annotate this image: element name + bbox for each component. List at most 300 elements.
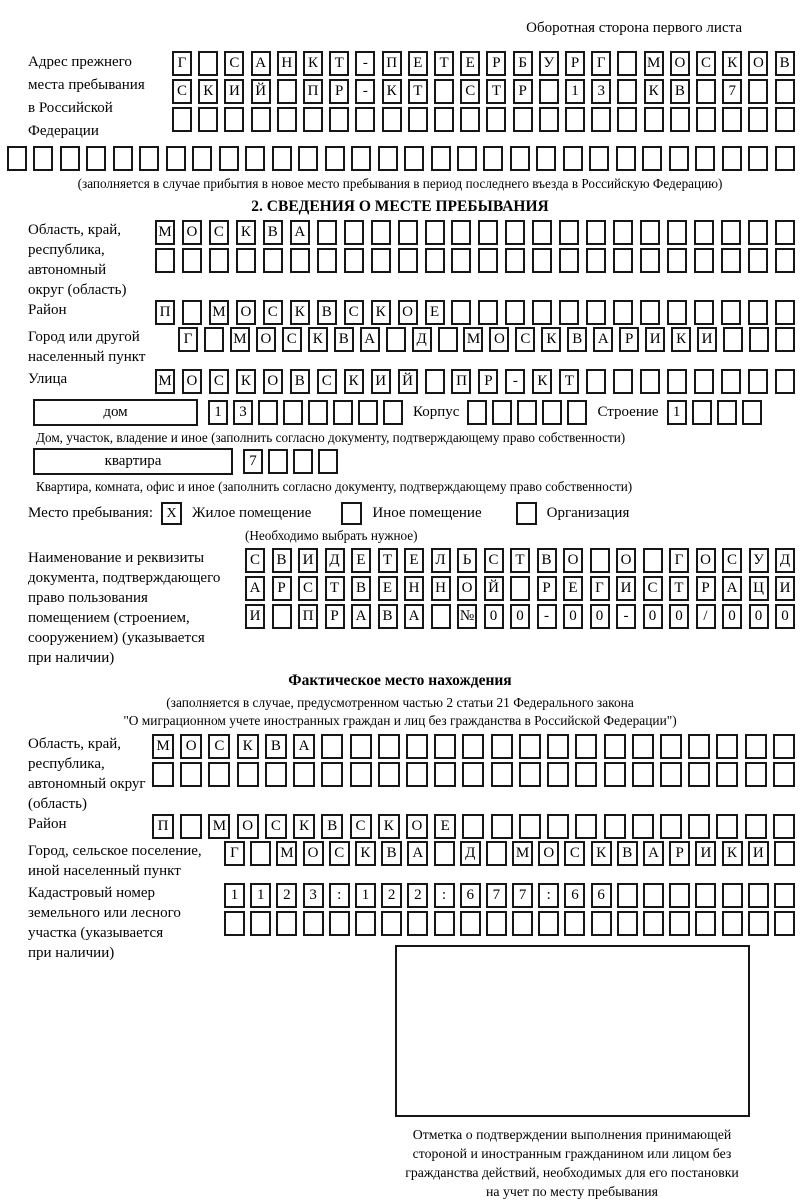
char-cell[interactable] <box>519 814 541 839</box>
char-cell[interactable] <box>467 400 487 425</box>
char-cell[interactable] <box>692 400 712 425</box>
char-cell[interactable] <box>616 146 636 171</box>
char-cell[interactable] <box>492 400 512 425</box>
char-cell[interactable]: Р <box>329 79 349 104</box>
char-cell[interactable] <box>589 146 609 171</box>
char-cell[interactable]: М <box>276 841 297 866</box>
char-cell[interactable]: М <box>152 734 174 759</box>
char-cell[interactable] <box>617 107 637 132</box>
char-cell[interactable] <box>251 107 271 132</box>
char-cell[interactable]: А <box>722 576 742 601</box>
char-cell[interactable]: С <box>344 300 364 325</box>
char-cell[interactable] <box>775 369 795 394</box>
char-cell[interactable]: Е <box>563 576 583 601</box>
char-cell[interactable]: В <box>317 300 337 325</box>
char-cell[interactable] <box>406 734 428 759</box>
char-cell[interactable] <box>722 911 743 936</box>
char-cell[interactable]: О <box>182 220 202 245</box>
char-cell[interactable]: С <box>722 548 742 573</box>
char-cell[interactable]: Д <box>412 327 432 352</box>
char-cell[interactable]: С <box>460 79 480 104</box>
char-cell[interactable]: К <box>532 369 552 394</box>
char-cell[interactable] <box>333 400 353 425</box>
char-cell[interactable] <box>559 220 579 245</box>
char-cell[interactable] <box>575 734 597 759</box>
char-cell[interactable]: И <box>616 576 636 601</box>
char-cell[interactable]: Т <box>378 548 398 573</box>
char-cell[interactable] <box>382 107 402 132</box>
char-cell[interactable] <box>378 734 400 759</box>
char-cell[interactable] <box>644 107 664 132</box>
char-cell[interactable] <box>272 146 292 171</box>
char-cell[interactable] <box>290 248 310 273</box>
char-cell[interactable] <box>695 911 716 936</box>
char-cell[interactable]: Н <box>404 576 424 601</box>
char-cell[interactable]: 0 <box>563 604 583 629</box>
char-cell[interactable] <box>491 762 513 787</box>
char-cell[interactable] <box>431 604 451 629</box>
char-cell[interactable] <box>632 734 654 759</box>
char-cell[interactable] <box>547 734 569 759</box>
char-cell[interactable]: К <box>198 79 218 104</box>
char-cell[interactable]: Б <box>513 51 533 76</box>
char-cell[interactable]: Е <box>425 300 445 325</box>
char-cell[interactable] <box>745 762 767 787</box>
char-cell[interactable] <box>722 107 742 132</box>
char-cell[interactable]: Т <box>510 548 530 573</box>
char-cell[interactable] <box>318 449 338 474</box>
char-cell[interactable]: Н <box>431 576 451 601</box>
char-cell[interactable] <box>660 814 682 839</box>
char-cell[interactable]: Р <box>565 51 585 76</box>
char-cell[interactable] <box>510 146 530 171</box>
char-cell[interactable] <box>398 248 418 273</box>
char-cell[interactable] <box>559 248 579 273</box>
char-cell[interactable] <box>669 911 690 936</box>
char-cell[interactable] <box>774 911 795 936</box>
char-cell[interactable] <box>512 911 533 936</box>
char-cell[interactable]: А <box>404 604 424 629</box>
char-cell[interactable]: С <box>282 327 302 352</box>
char-cell[interactable]: И <box>645 327 665 352</box>
char-cell[interactable] <box>237 762 259 787</box>
char-cell[interactable]: Р <box>619 327 639 352</box>
checkbox-organizatsiya[interactable] <box>516 502 537 525</box>
char-cell[interactable]: К <box>237 734 259 759</box>
char-cell[interactable]: О <box>616 548 636 573</box>
char-cell[interactable]: В <box>272 548 292 573</box>
char-cell[interactable]: И <box>775 576 795 601</box>
char-cell[interactable]: С <box>484 548 504 573</box>
char-cell[interactable]: С <box>263 300 283 325</box>
char-cell[interactable] <box>773 734 795 759</box>
char-cell[interactable]: С <box>208 734 230 759</box>
char-cell[interactable] <box>407 911 428 936</box>
char-cell[interactable]: Р <box>513 79 533 104</box>
char-cell[interactable] <box>350 734 372 759</box>
char-cell[interactable]: Г <box>590 576 610 601</box>
char-cell[interactable] <box>716 814 738 839</box>
char-cell[interactable]: У <box>539 51 559 76</box>
char-cell[interactable] <box>451 248 471 273</box>
char-cell[interactable] <box>317 248 337 273</box>
char-cell[interactable]: С <box>209 220 229 245</box>
char-cell[interactable]: С <box>265 814 287 839</box>
char-cell[interactable]: - <box>355 51 375 76</box>
char-cell[interactable] <box>182 248 202 273</box>
char-cell[interactable]: Й <box>251 79 271 104</box>
char-cell[interactable]: 0 <box>775 604 795 629</box>
char-cell[interactable] <box>204 327 224 352</box>
char-cell[interactable]: К <box>382 79 402 104</box>
char-cell[interactable] <box>745 734 767 759</box>
char-cell[interactable]: Н <box>277 51 297 76</box>
char-cell[interactable]: Ь <box>457 548 477 573</box>
char-cell[interactable] <box>208 762 230 787</box>
char-cell[interactable] <box>517 400 537 425</box>
char-cell[interactable]: М <box>208 814 230 839</box>
char-cell[interactable] <box>180 814 202 839</box>
char-cell[interactable]: К <box>541 327 561 352</box>
char-cell[interactable] <box>667 369 687 394</box>
char-cell[interactable]: № <box>457 604 477 629</box>
char-cell[interactable]: : <box>329 883 350 908</box>
char-cell[interactable]: А <box>407 841 428 866</box>
char-cell[interactable] <box>563 146 583 171</box>
char-cell[interactable] <box>198 51 218 76</box>
char-cell[interactable] <box>748 79 768 104</box>
char-cell[interactable]: М <box>155 220 175 245</box>
char-cell[interactable]: 7 <box>243 449 263 474</box>
char-cell[interactable] <box>60 146 80 171</box>
char-cell[interactable]: М <box>644 51 664 76</box>
char-cell[interactable] <box>321 762 343 787</box>
char-cell[interactable] <box>404 146 424 171</box>
char-cell[interactable]: Т <box>486 79 506 104</box>
char-cell[interactable]: С <box>298 576 318 601</box>
char-cell[interactable]: А <box>351 604 371 629</box>
char-cell[interactable]: - <box>505 369 525 394</box>
char-cell[interactable] <box>575 762 597 787</box>
char-cell[interactable]: П <box>303 79 323 104</box>
char-cell[interactable] <box>293 762 315 787</box>
char-cell[interactable] <box>775 300 795 325</box>
char-cell[interactable]: Е <box>434 814 456 839</box>
char-cell[interactable] <box>632 814 654 839</box>
char-cell[interactable]: С <box>643 576 663 601</box>
char-cell[interactable]: А <box>593 327 613 352</box>
char-cell[interactable]: П <box>451 369 471 394</box>
char-cell[interactable] <box>425 220 445 245</box>
char-cell[interactable]: И <box>695 841 716 866</box>
char-cell[interactable]: В <box>378 604 398 629</box>
char-cell[interactable] <box>640 300 660 325</box>
char-cell[interactable]: 3 <box>591 79 611 104</box>
char-cell[interactable] <box>586 300 606 325</box>
char-cell[interactable] <box>694 220 714 245</box>
char-cell[interactable]: - <box>616 604 636 629</box>
char-cell[interactable] <box>586 248 606 273</box>
char-cell[interactable]: К <box>293 814 315 839</box>
char-cell[interactable]: В <box>290 369 310 394</box>
char-cell[interactable] <box>604 814 626 839</box>
char-cell[interactable]: Р <box>537 576 557 601</box>
char-cell[interactable] <box>604 762 626 787</box>
char-cell[interactable] <box>505 300 525 325</box>
char-cell[interactable] <box>386 327 406 352</box>
char-cell[interactable]: Т <box>329 51 349 76</box>
char-cell[interactable]: Е <box>460 51 480 76</box>
char-cell[interactable]: В <box>334 327 354 352</box>
char-cell[interactable] <box>745 814 767 839</box>
char-cell[interactable]: У <box>749 548 769 573</box>
char-cell[interactable] <box>613 369 633 394</box>
char-cell[interactable]: К <box>236 369 256 394</box>
char-cell[interactable]: П <box>382 51 402 76</box>
char-cell[interactable]: В <box>265 734 287 759</box>
char-cell[interactable] <box>567 400 587 425</box>
char-cell[interactable] <box>749 327 769 352</box>
char-cell[interactable] <box>513 107 533 132</box>
char-cell[interactable] <box>268 449 288 474</box>
char-cell[interactable]: Р <box>272 576 292 601</box>
char-cell[interactable]: А <box>360 327 380 352</box>
char-cell[interactable] <box>667 248 687 273</box>
char-cell[interactable]: И <box>245 604 265 629</box>
char-cell[interactable]: К <box>236 220 256 245</box>
char-cell[interactable]: М <box>230 327 250 352</box>
char-cell[interactable]: Г <box>172 51 192 76</box>
char-cell[interactable] <box>180 762 202 787</box>
char-cell[interactable]: Р <box>325 604 345 629</box>
char-cell[interactable] <box>536 146 556 171</box>
char-cell[interactable] <box>721 248 741 273</box>
char-cell[interactable]: Е <box>408 51 428 76</box>
char-cell[interactable]: Е <box>404 548 424 573</box>
char-cell[interactable] <box>716 762 738 787</box>
char-cell[interactable] <box>695 883 716 908</box>
char-cell[interactable]: В <box>617 841 638 866</box>
char-cell[interactable] <box>696 107 716 132</box>
char-cell[interactable]: О <box>563 548 583 573</box>
char-cell[interactable] <box>775 79 795 104</box>
char-cell[interactable] <box>250 911 271 936</box>
char-cell[interactable] <box>519 734 541 759</box>
char-cell[interactable]: О <box>256 327 276 352</box>
char-cell[interactable]: И <box>224 79 244 104</box>
char-cell[interactable] <box>775 146 795 171</box>
char-cell[interactable] <box>688 762 710 787</box>
char-cell[interactable] <box>457 146 477 171</box>
char-cell[interactable] <box>748 300 768 325</box>
char-cell[interactable]: Р <box>669 841 690 866</box>
char-cell[interactable] <box>643 548 663 573</box>
char-cell[interactable] <box>667 220 687 245</box>
char-cell[interactable] <box>460 107 480 132</box>
char-cell[interactable] <box>722 883 743 908</box>
char-cell[interactable]: 6 <box>591 883 612 908</box>
char-cell[interactable] <box>166 146 186 171</box>
char-cell[interactable] <box>325 146 345 171</box>
char-cell[interactable] <box>748 911 769 936</box>
char-cell[interactable] <box>33 146 53 171</box>
char-cell[interactable]: С <box>564 841 585 866</box>
char-cell[interactable]: С <box>245 548 265 573</box>
char-cell[interactable]: К <box>671 327 691 352</box>
char-cell[interactable] <box>451 220 471 245</box>
char-cell[interactable] <box>303 911 324 936</box>
char-cell[interactable] <box>155 248 175 273</box>
char-cell[interactable]: А <box>293 734 315 759</box>
char-cell[interactable] <box>539 107 559 132</box>
char-cell[interactable] <box>321 734 343 759</box>
char-cell[interactable] <box>532 248 552 273</box>
char-cell[interactable] <box>434 107 454 132</box>
char-cell[interactable] <box>532 300 552 325</box>
char-cell[interactable]: М <box>463 327 483 352</box>
char-cell[interactable] <box>748 146 768 171</box>
char-cell[interactable]: 2 <box>276 883 297 908</box>
char-cell[interactable] <box>355 107 375 132</box>
char-cell[interactable]: Й <box>398 369 418 394</box>
char-cell[interactable]: С <box>515 327 535 352</box>
char-cell[interactable] <box>425 248 445 273</box>
char-cell[interactable] <box>773 814 795 839</box>
char-cell[interactable] <box>773 762 795 787</box>
char-cell[interactable] <box>696 79 716 104</box>
char-cell[interactable]: С <box>329 841 350 866</box>
char-cell[interactable]: - <box>355 79 375 104</box>
char-cell[interactable]: 7 <box>722 79 742 104</box>
char-cell[interactable]: К <box>378 814 400 839</box>
char-cell[interactable] <box>378 146 398 171</box>
char-cell[interactable] <box>748 883 769 908</box>
char-cell[interactable] <box>721 220 741 245</box>
char-cell[interactable]: С <box>172 79 192 104</box>
char-cell[interactable] <box>486 841 507 866</box>
char-cell[interactable]: 1 <box>250 883 271 908</box>
char-cell[interactable]: 0 <box>669 604 689 629</box>
char-cell[interactable] <box>669 883 690 908</box>
char-cell[interactable] <box>224 107 244 132</box>
char-cell[interactable]: П <box>152 814 174 839</box>
char-cell[interactable] <box>669 146 689 171</box>
char-cell[interactable] <box>742 400 762 425</box>
char-cell[interactable] <box>483 146 503 171</box>
char-cell[interactable] <box>182 300 202 325</box>
char-cell[interactable] <box>460 911 481 936</box>
char-cell[interactable]: В <box>670 79 690 104</box>
char-cell[interactable] <box>722 146 742 171</box>
char-cell[interactable]: К <box>722 841 743 866</box>
char-cell[interactable] <box>694 248 714 273</box>
char-cell[interactable] <box>775 220 795 245</box>
char-cell[interactable]: В <box>567 327 587 352</box>
char-cell[interactable] <box>438 327 458 352</box>
char-cell[interactable] <box>381 911 402 936</box>
char-cell[interactable] <box>640 220 660 245</box>
char-cell[interactable] <box>431 146 451 171</box>
char-cell[interactable] <box>748 369 768 394</box>
char-cell[interactable]: Г <box>669 548 689 573</box>
char-cell[interactable]: - <box>537 604 557 629</box>
char-cell[interactable]: 7 <box>486 883 507 908</box>
char-cell[interactable] <box>351 146 371 171</box>
char-cell[interactable] <box>617 79 637 104</box>
char-cell[interactable]: 6 <box>564 883 585 908</box>
char-cell[interactable] <box>723 327 743 352</box>
char-cell[interactable]: 1 <box>208 400 228 425</box>
char-cell[interactable] <box>694 300 714 325</box>
char-cell[interactable] <box>538 911 559 936</box>
char-cell[interactable] <box>748 220 768 245</box>
char-cell[interactable]: Т <box>434 51 454 76</box>
char-cell[interactable]: О <box>538 841 559 866</box>
char-cell[interactable]: Г <box>178 327 198 352</box>
char-cell[interactable]: 3 <box>233 400 253 425</box>
char-cell[interactable] <box>263 248 283 273</box>
char-cell[interactable]: А <box>245 576 265 601</box>
char-cell[interactable]: О <box>670 51 690 76</box>
char-cell[interactable] <box>617 51 637 76</box>
char-cell[interactable]: А <box>251 51 271 76</box>
char-cell[interactable]: 2 <box>381 883 402 908</box>
char-cell[interactable]: Е <box>378 576 398 601</box>
char-cell[interactable]: К <box>371 300 391 325</box>
char-cell[interactable]: Т <box>669 576 689 601</box>
char-cell[interactable]: О <box>237 814 259 839</box>
char-cell[interactable]: 0 <box>510 604 530 629</box>
char-cell[interactable] <box>542 400 562 425</box>
char-cell[interactable] <box>139 146 159 171</box>
char-cell[interactable]: И <box>298 548 318 573</box>
char-cell[interactable] <box>198 107 218 132</box>
char-cell[interactable]: В <box>321 814 343 839</box>
char-cell[interactable] <box>519 762 541 787</box>
char-cell[interactable] <box>350 762 372 787</box>
char-cell[interactable]: О <box>696 548 716 573</box>
char-cell[interactable]: С <box>317 369 337 394</box>
char-cell[interactable]: 0 <box>749 604 769 629</box>
char-cell[interactable] <box>640 248 660 273</box>
char-cell[interactable]: О <box>398 300 418 325</box>
char-cell[interactable]: О <box>489 327 509 352</box>
char-cell[interactable] <box>434 762 456 787</box>
char-cell[interactable] <box>358 400 378 425</box>
char-cell[interactable]: Р <box>486 51 506 76</box>
char-cell[interactable] <box>329 107 349 132</box>
char-cell[interactable] <box>547 762 569 787</box>
char-cell[interactable] <box>398 220 418 245</box>
char-cell[interactable] <box>355 911 376 936</box>
char-cell[interactable] <box>775 248 795 273</box>
char-cell[interactable] <box>86 146 106 171</box>
char-cell[interactable] <box>774 883 795 908</box>
char-cell[interactable] <box>695 146 715 171</box>
char-cell[interactable]: Т <box>559 369 579 394</box>
char-cell[interactable]: Р <box>478 369 498 394</box>
char-cell[interactable] <box>371 248 391 273</box>
char-cell[interactable] <box>265 762 287 787</box>
char-cell[interactable] <box>510 576 530 601</box>
char-cell[interactable] <box>613 300 633 325</box>
char-cell[interactable]: Л <box>431 548 451 573</box>
char-cell[interactable] <box>152 762 174 787</box>
char-cell[interactable] <box>250 841 271 866</box>
char-cell[interactable] <box>716 734 738 759</box>
char-cell[interactable] <box>491 734 513 759</box>
char-cell[interactable]: С <box>209 369 229 394</box>
